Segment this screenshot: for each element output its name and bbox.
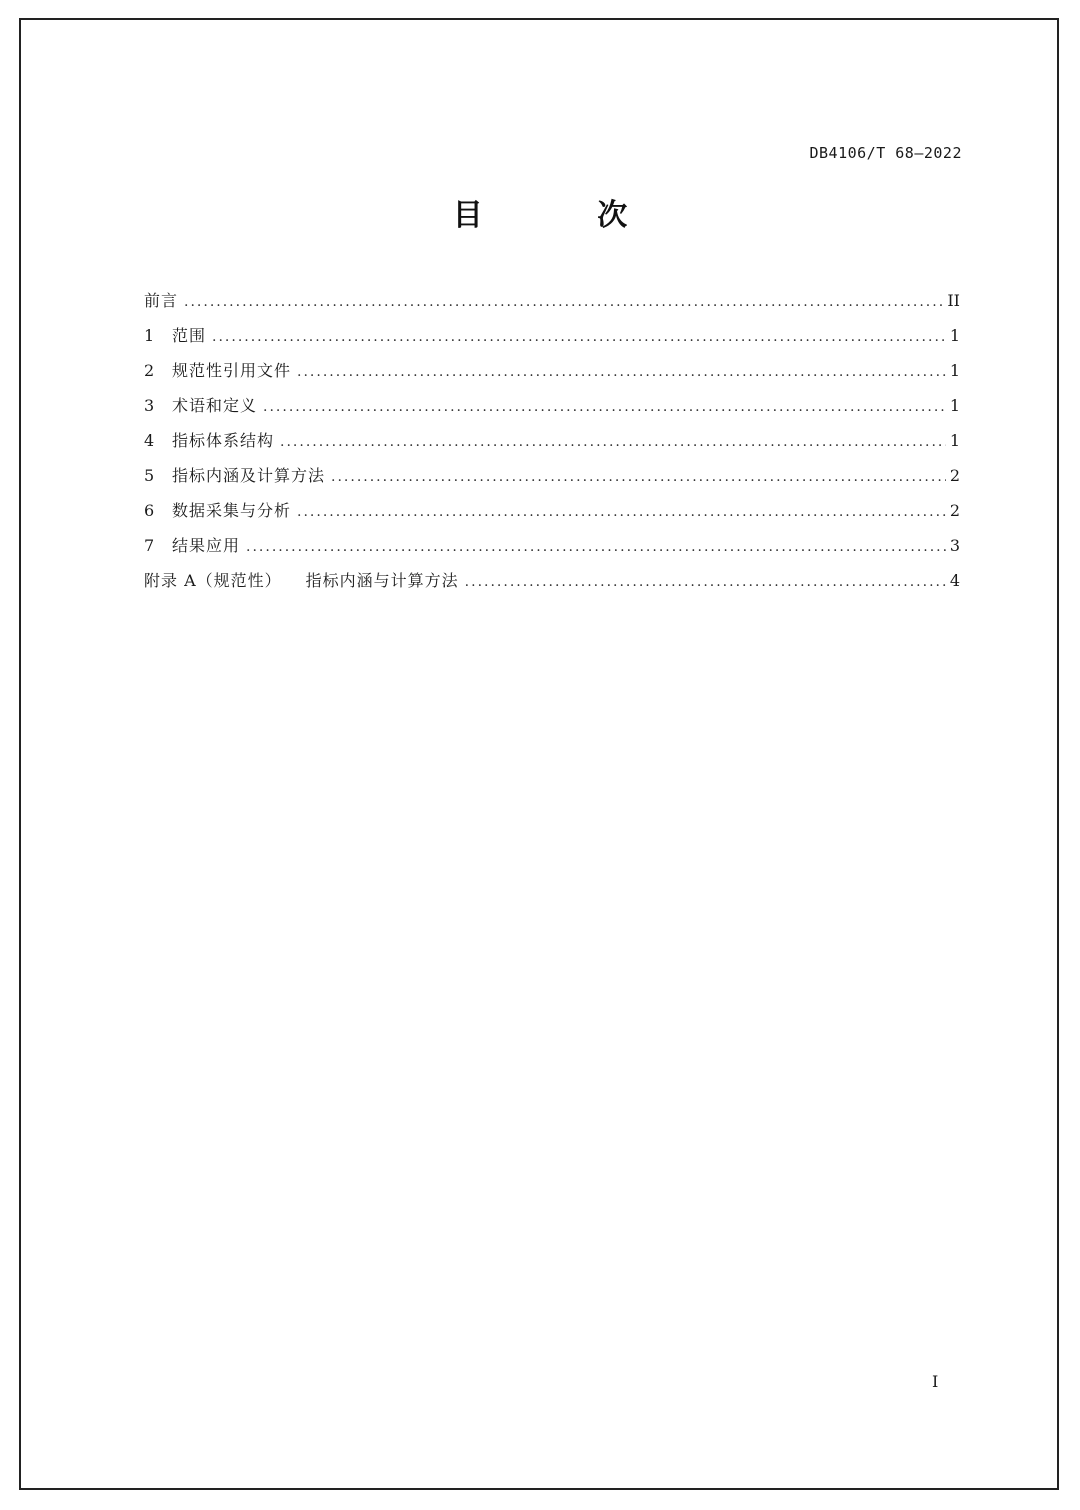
toc-entry-foreword[interactable] (144, 283, 960, 318)
toc-dot-leader (184, 285, 943, 320)
toc-entry-label: 术语和定义 (172, 396, 258, 415)
page-number: I (932, 1372, 939, 1391)
toc-entry-annex-a[interactable] (144, 563, 960, 598)
toc-entry-label: 数据采集与分析 (172, 501, 292, 520)
toc-entry-page: 2 (949, 466, 960, 485)
toc-entry-label: 指标内涵与计算方法 (305, 571, 459, 590)
toc-entry-2[interactable] (144, 353, 960, 388)
table-of-contents (144, 283, 960, 598)
toc-entry-number: 3 (144, 396, 155, 415)
toc-dot-leader (297, 355, 946, 390)
toc-entry-page: 1 (949, 431, 960, 450)
toc-entry-page: 1 (949, 361, 960, 380)
toc-dot-leader (212, 320, 946, 355)
toc-dot-leader (465, 565, 946, 600)
standard-code: DB4106/T 68—2022 (809, 144, 962, 162)
toc-entry-label: 指标内涵及计算方法 (172, 466, 326, 485)
toc-annex-prefix: 附录 A（规范性） (144, 571, 282, 590)
toc-entry-3[interactable] (144, 388, 960, 423)
toc-entry-label: 范围 (172, 326, 207, 345)
toc-entry-number: 1 (144, 326, 155, 345)
toc-entry-page: 1 (949, 396, 960, 415)
toc-entry-number: 4 (144, 431, 155, 450)
toc-entry-number: 7 (144, 536, 155, 555)
toc-entry-page: 2 (949, 501, 960, 520)
toc-entry-label: 结果应用 (172, 536, 241, 555)
toc-dot-leader (331, 460, 946, 495)
toc-dot-leader (246, 530, 946, 565)
toc-dot-leader (297, 495, 946, 530)
page-title: 目 次 (452, 198, 680, 233)
toc-entry-label: 规范性引用文件 (172, 361, 292, 380)
toc-entry-4[interactable] (144, 423, 960, 458)
toc-entry-page: 1 (949, 326, 960, 345)
toc-entry-page: II (947, 291, 960, 310)
toc-entry-number: 5 (144, 466, 155, 485)
toc-entry-6[interactable] (144, 493, 960, 528)
page-border (19, 18, 1059, 1490)
toc-entry-page: 3 (949, 536, 960, 555)
toc-entry-number: 2 (144, 361, 155, 380)
toc-entry-page: 4 (949, 571, 960, 590)
toc-dot-leader (280, 425, 946, 460)
toc-entry-5[interactable] (144, 458, 960, 493)
toc-entry-7[interactable] (144, 528, 960, 563)
toc-entry-label: 前言 (144, 291, 179, 310)
toc-entry-number: 6 (144, 501, 155, 520)
toc-dot-leader (263, 390, 946, 425)
toc-entry-1[interactable] (144, 318, 960, 353)
toc-entry-label: 指标体系结构 (172, 431, 275, 450)
